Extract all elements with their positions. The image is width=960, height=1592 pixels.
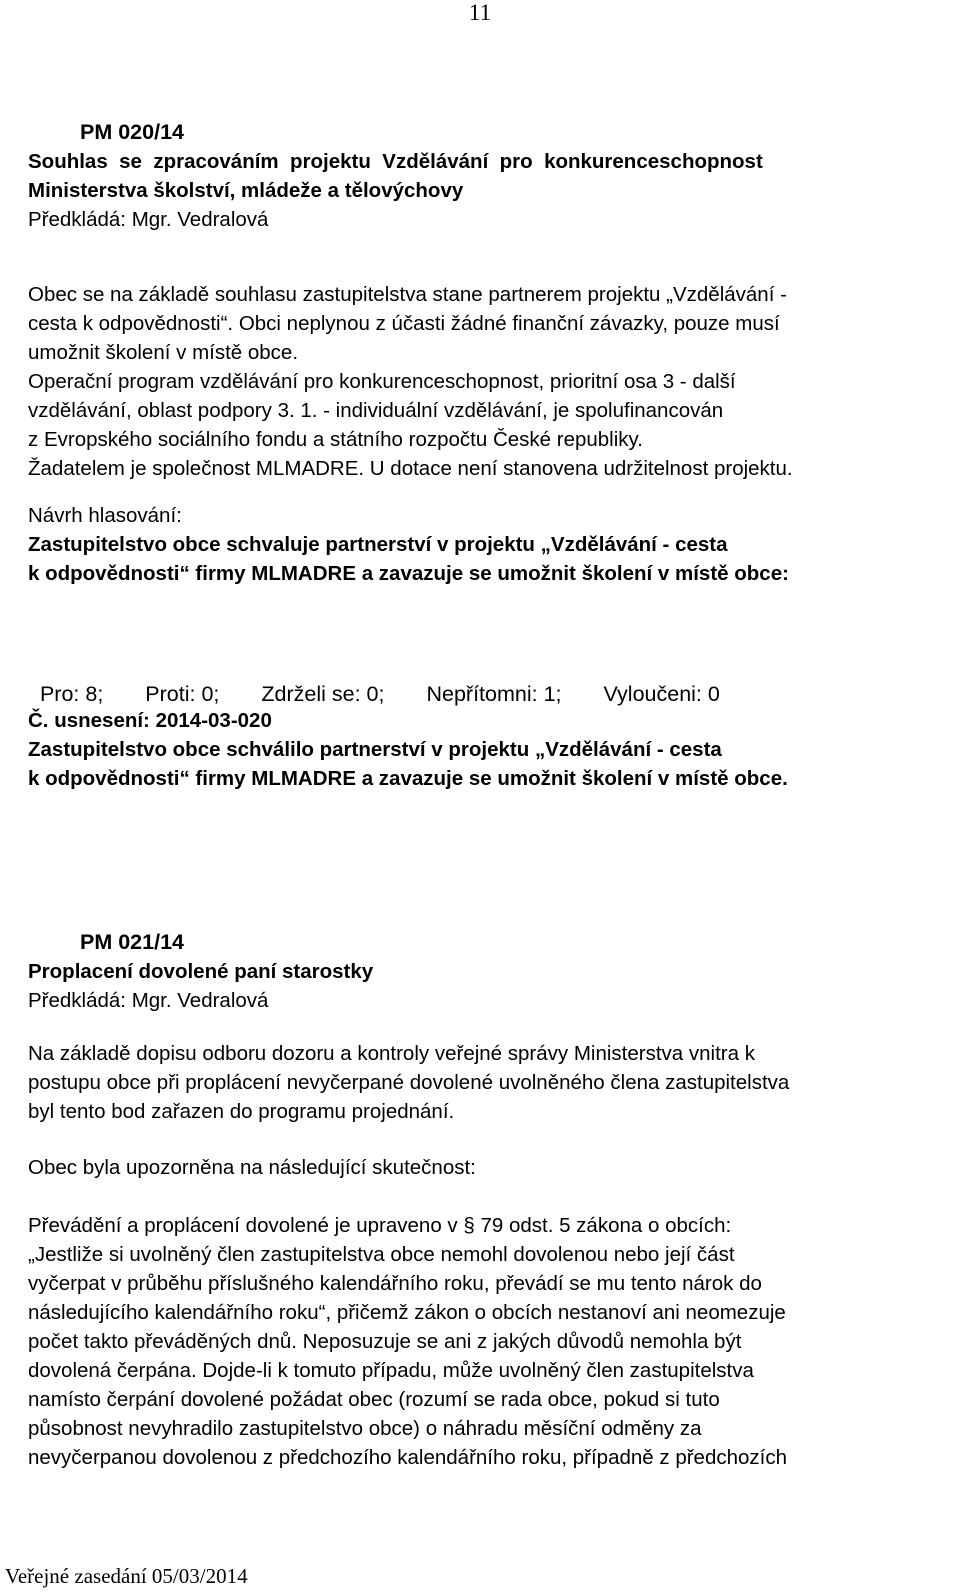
body-line: nevyčerpanou dovolenou z předchozího kalendářního roku, případně z předchozích: [28, 1446, 788, 1469]
section-1-body: [28, 280, 958, 483]
body-line: Na základě dopisu odboru dozoru a kontroly veřejné správy Ministerstva vnitra k: [28, 1042, 755, 1065]
proposal-line-1: Zastupitelstvo obce schvaluje partnerství v projektu „Vzdělávání - cesta: [28, 533, 728, 556]
presenter: Předkládá: Mgr. Vedralová: [28, 989, 269, 1012]
section-pm-020: [28, 118, 958, 234]
body-line: Obec se na základě souhlasu zastupitelstva stane partnerem projektu „Vzdělávání -: [28, 283, 787, 306]
vote-result: [28, 651, 958, 709]
section-title: Proplacení dovolené paní starostky: [28, 960, 374, 983]
vote-pro: Pro: 8;: [39, 682, 104, 706]
notice-line: Obec byla upozorněna na následující skutečnost:: [28, 1156, 476, 1179]
body-line: Operační program vzdělávání pro konkurenceschopnost, prioritní osa 3 - další: [28, 370, 736, 393]
body-line: byl tento bod zařazen do programu projednání.: [28, 1100, 455, 1123]
body-line: namísto čerpání dovolené požádat obec (rozumí se rada obce, pokud si tuto: [28, 1388, 720, 1411]
vote-proti: Proti: 0;: [145, 682, 220, 706]
section-pm-021: [28, 928, 958, 1015]
section-code: PM 021/14: [80, 930, 184, 954]
resolution-line-1: Zastupitelstvo obce schválilo partnerství v projektu „Vzdělávání - cesta: [28, 738, 722, 761]
body-line: Žadatelem je společnost MLMADRE. U dotace není stanovena udržitelnost projektu.: [28, 457, 793, 480]
section-code: PM 020/14: [80, 120, 184, 144]
presenter: Předkládá: Mgr. Vedralová: [28, 208, 269, 231]
section-2-intro: [28, 1039, 958, 1126]
vote-nepritomni: Nepřítomni: 1;: [426, 682, 562, 706]
proposal-label: Návrh hlasování:: [28, 504, 182, 527]
notice: [28, 1153, 958, 1182]
resolution-line-2: k odpovědnosti“ firmy MLMADRE a zavazuje se umožnit školení v místě obce.: [28, 767, 788, 790]
body-line: vyčerpat v průběhu příslušného kalendářního roku, převádí se mu tento nárok do: [28, 1272, 762, 1295]
vote-vylouceni: Vyloučeni: 0: [603, 682, 720, 706]
body-line: vzdělávání, oblast podpory 3. 1. - individuální vzdělávání, je spolufinancován: [28, 399, 724, 422]
body-line: „Jestliže si uvolněný člen zastupitelstva obce nemohl dovolenou nebo její část: [28, 1243, 735, 1266]
law-text: [28, 1211, 958, 1472]
body-line: z Evropského sociálního fondu a státního rozpočtu České republiky.: [28, 428, 643, 451]
section-title-line-1: Souhlas se zpracováním projektu Vzdělávání pro konkurenceschopnost: [28, 150, 763, 173]
body-line: počet takto převáděných dnů. Neposuzuje se ani z jakých důvodů nemohla být: [28, 1330, 742, 1353]
page-number: 11: [468, 0, 492, 25]
body-line: cesta k odpovědnosti“. Obci neplynou z účasti žádné finanční závazky, pouze musí: [28, 312, 780, 335]
resolution-number: Č. usnesení: 2014-03-020: [28, 709, 272, 732]
body-line: dovolená čerpána. Dojde-li k tomuto případu, může uvolněný člen zastupitelstva: [28, 1359, 754, 1382]
footer: Veřejné zasedání 05/03/2014: [5, 1564, 248, 1588]
body-line: postupu obce při proplácení nevyčerpané dovolené uvolněného člena zastupitelstva: [28, 1071, 790, 1094]
vote-zdrzeli: Zdrželi se: 0;: [261, 682, 385, 706]
body-line: působnost nevyhradilo zastupitelstvo obce) o náhradu měsíční odměny za: [28, 1417, 702, 1440]
body-line: Převádění a proplácení dovolené je upraveno v § 79 odst. 5 zákona o obcích:: [28, 1214, 732, 1237]
section-title-line-2: Ministerstva školství, mládeže a tělovýchovy: [28, 179, 464, 202]
proposal-line-2: k odpovědnosti“ firmy MLMADRE a zavazuje se umožnit školení v místě obce:: [28, 562, 789, 585]
proposal: [28, 501, 958, 588]
body-line: umožnit školení v místě obce.: [28, 341, 299, 364]
body-line: následujícího kalendářního roku“, přičemž zákon o obcích nestanoví ani neomezuje: [28, 1301, 786, 1324]
resolution: [28, 706, 958, 793]
